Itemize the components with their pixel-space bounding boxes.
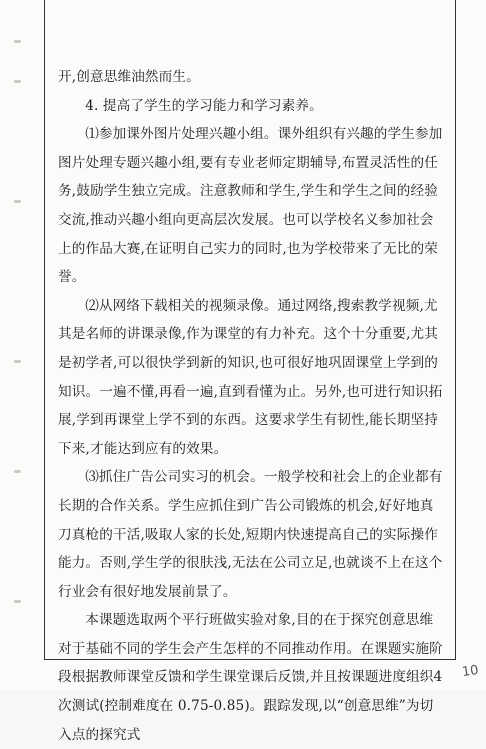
punch-hole [14, 600, 21, 603]
punch-hole [14, 200, 21, 203]
punch-hole [14, 470, 21, 473]
punch-holes [14, 0, 26, 690]
document-body [58, 63, 444, 749]
paragraph-experiment: 本课题选取两个平行班做实验对象,目的在于探究创意思维对于基础不同的学生会产生怎样的不同推动作用。在课题实施阶段根据教师课堂反馈和学生课堂课后反馈,并且按课题进度组织4次测试(控制难度在 0.75-0.85)。跟踪发现,以“创意思维”为切入点的探究式 [58, 612, 443, 743]
punch-hole [14, 80, 21, 83]
paragraph-item-1: ⑴参加课外图片处理兴趣小组。课外组织有兴趣的学生参加图片处理专题兴趣小组,要有专业老师定期辅导,布置灵活性的任务,鼓励学生独立完成。注意教师和学生,学生和学生之间的经验交流,推动兴趣小组向更高层次发展。也可以学校名义参加社会上的作品大赛,在证明自己实力的同时,也为学校带来了无比的荣誉。 [58, 126, 443, 286]
page-number-mark: 10 [461, 662, 480, 681]
paragraph-continuation: 开,创意思维油然而生。 [58, 69, 200, 85]
punch-hole [14, 360, 21, 363]
punch-hole [14, 40, 21, 43]
paragraph-heading-4: 4. 提高了学生的学习能力和学习素养。 [85, 97, 323, 114]
paragraph-item-2: ⑵从网络下载相关的视频录像。通过网络,搜索教学视频,尤其是名师的讲课录像,作为课堂的有力补充。这个十分重要,尤其是初学者,可以很快学到新的知识,也可很好地巩固课堂上学到的知识。一遍不懂,再看一遍,直到看懂为止。另外,也可进行知识拓展,学到再课堂上学不到的东西。这要求学生有韧性,能长期坚持下来,才能达到应有的效果。 [58, 297, 443, 457]
paragraph-item-3: ⑶抓住广告公司实习的机会。一般学校和社会上的企业都有长期的合作关系。学生应抓住到广告公司锻炼的机会,好好地真刀真枪的干活,吸取人家的长处,短期内快速提高自己的实际操作能力。否则,学生学的很肤浅,无法在公司立足,也就谈不上在这个行业会有很好地发展前景了。 [58, 469, 443, 600]
